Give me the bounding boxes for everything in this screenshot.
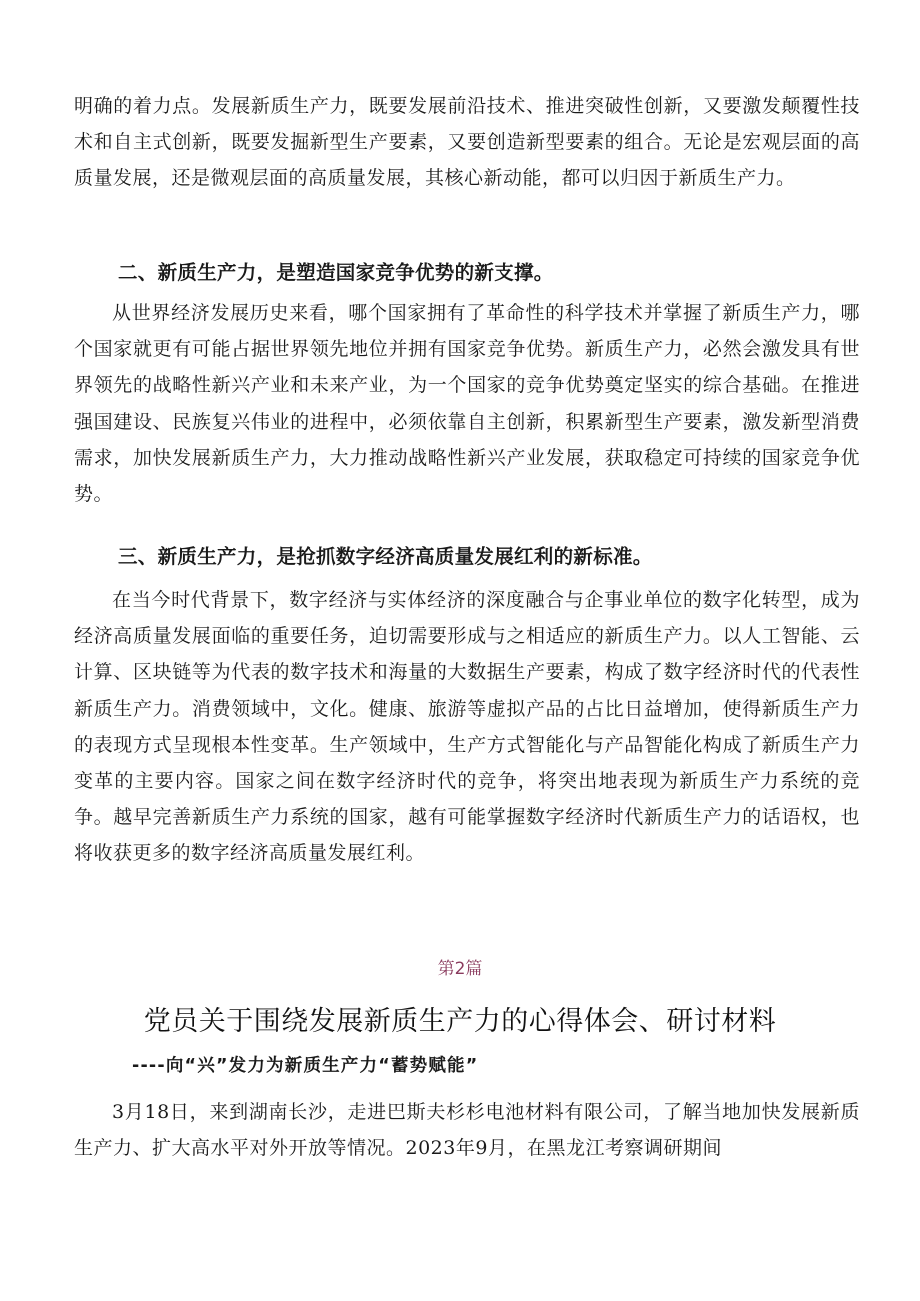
paragraph-section-3: 在当今时代背景下，数字经济与实体经济的深度融合与企事业单位的数字化转型，成为经济高质量发展面临的重要任务，迫切需要形成与之相适应的新质生产力。以人工智能、云计算、区块链等为代表的数字技术和海量的大数据生产要素，构成了数字经济时代的代表性新质生产力。消费领域中，文化。健康、旅游等虚拟产品的占比日益增加，使得新质生产力的表现方式呈现根本性变革。生产领域中，生产方式智能化与产品智能化构成了新质生产力变革的主要内容。国家之间在数字经济时代的竞争，将突出地表现为新质生产力系统的竞争。越早完善新质生产力系统的国家，越有可能掌握数字经济时代新质生产力的话语权，也将收获更多的数字经济高质量发展红利。: [74, 589, 860, 865]
article-subtitle: ----向“兴”发力为新质生产力“蓄势赋能”: [132, 1056, 479, 1076]
section-heading-3: 三、新质生产力，是抢抓数字经济高质量发展红利的新标准。: [118, 545, 653, 568]
paragraph-intro-continuation: 明确的着力点。发展新质生产力，既要发展前沿技术、推进突破性创新，又要激发颠覆性技术和自主式创新，既要发掘新型生产要素，又要创造新型要素的组合。无论是宏观层面的高质量发展，还是微观层面的高质量发展，其核心新动能，都可以归因于新质生产力。: [74, 95, 860, 190]
section-heading-2: 二、新质生产力，是塑造国家竞争优势的新支撑。: [118, 261, 554, 284]
article-title: 党员关于围绕发展新质生产力的心得体会、研讨材料: [143, 1006, 777, 1037]
article-paragraph-1: 3月18日，来到湖南长沙，走进巴斯夫杉杉电池材料有限公司，了解当地加快发展新质生产力、扩大高水平对外开放等情况。2023年9月，在黑龙江考察调研期间: [74, 1101, 860, 1160]
paragraph-section-2: 从世界经济发展历史来看，哪个国家拥有了革命性的科学技术并掌握了新质生产力，哪个国家就更有可能占据世界领先地位并拥有国家竞争优势。新质生产力，必然会激发具有世界领先的战略性新兴产业和未来产业，为一个国家的竞争优势奠定坚实的综合基础。在推进强国建设、民族复兴伟业的进程中，必须依靠自主创新，积累新型生产要素，激发新型消费需求，加快发展新质生产力，大力推动战略性新兴产业发展，获取稳定可持续的国家竞争优势。: [74, 302, 860, 506]
section-marker: 第2篇: [437, 959, 483, 979]
